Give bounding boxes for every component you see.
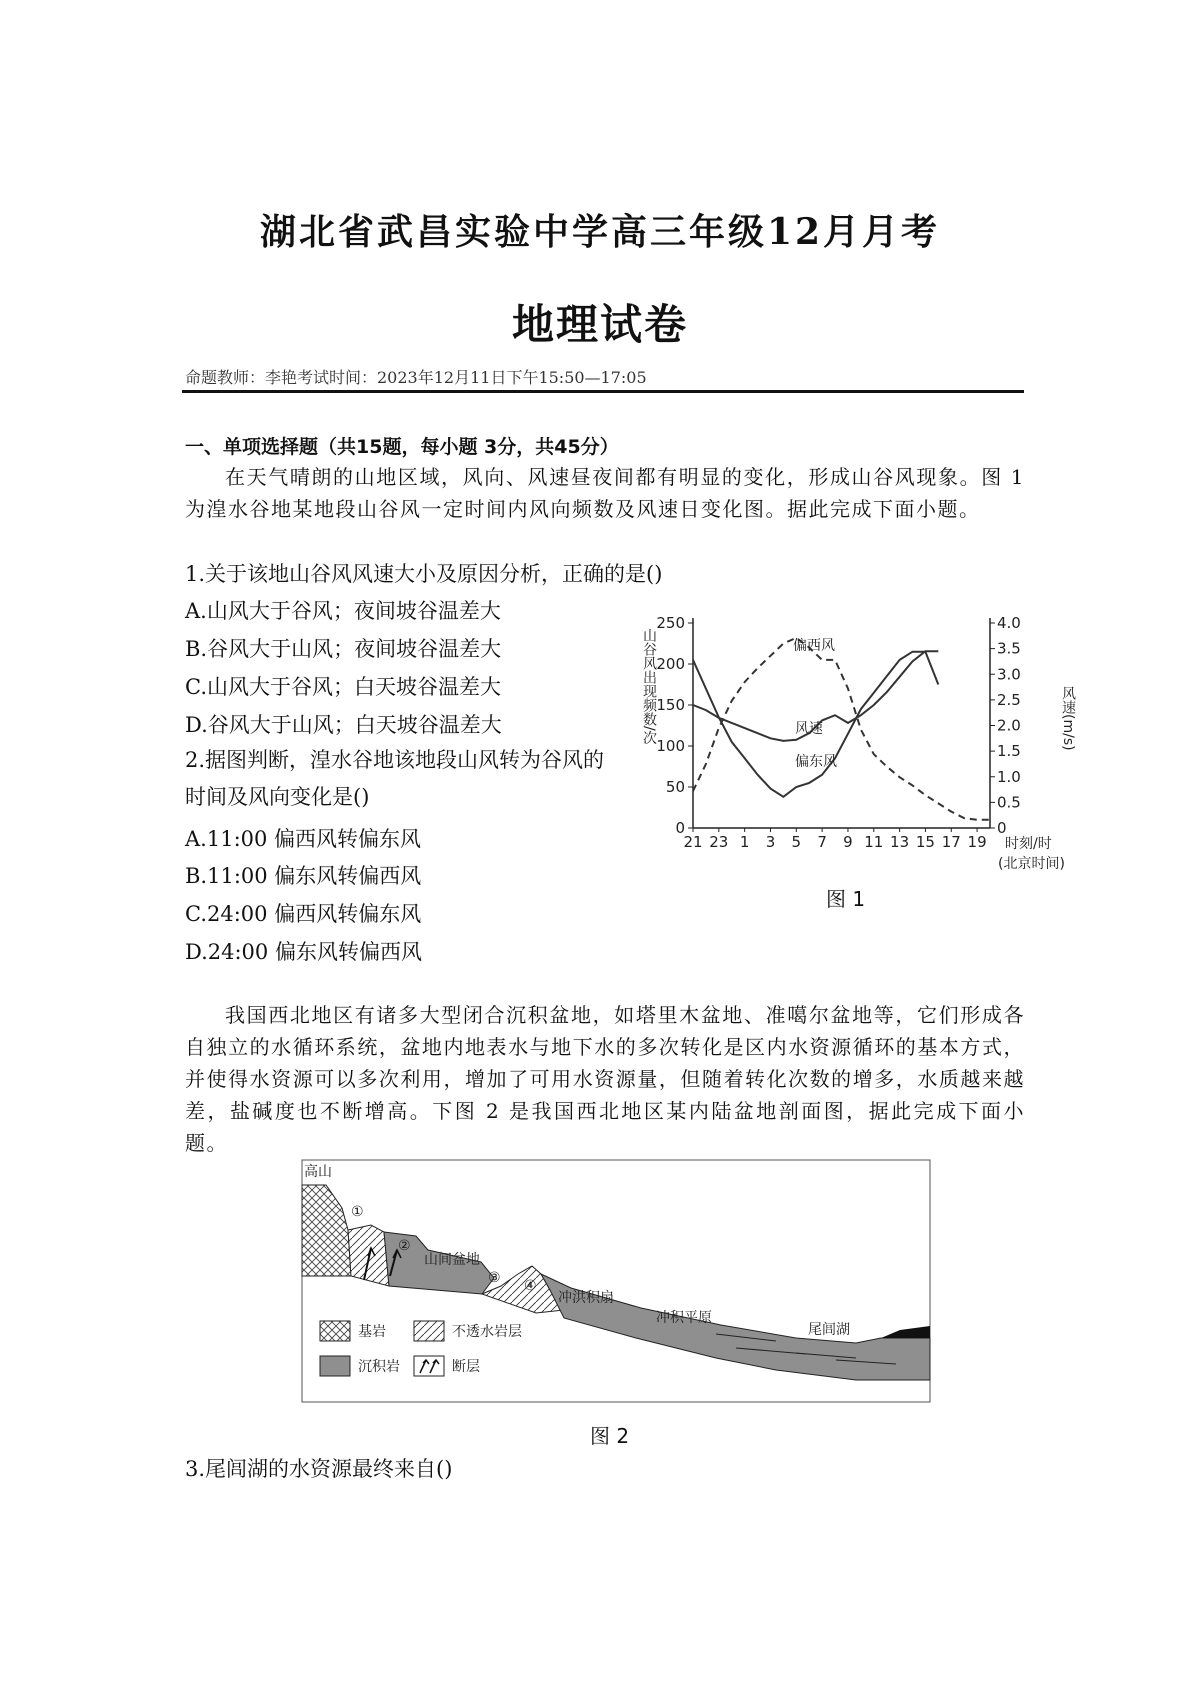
marker-1: ① xyxy=(351,1204,364,1220)
y-left-tick-label: 50 xyxy=(665,778,685,796)
q2-option-a: A.11:00 偏西风转偏东风 xyxy=(185,827,422,851)
y-left-label: 山谷风出现频数/次 xyxy=(641,628,657,745)
legend-label-impermeable: 不透水岩层 xyxy=(452,1324,522,1340)
y-left-tick-label: 150 xyxy=(656,696,685,714)
y-right-label: 风速(m/s) xyxy=(1060,686,1076,751)
question-2-stem: 2.据图判断，湟水谷地该地段山风转为谷风的时间及风向变化是() xyxy=(185,748,605,809)
y-right-tick-label: 0.5 xyxy=(997,793,1021,812)
q2-option-b: B.11:00 偏东风转偏西风 xyxy=(185,864,422,888)
label-wind-speed: 风速 xyxy=(795,721,823,737)
chart-plot xyxy=(656,614,1021,851)
figure-1-caption: 图 1 xyxy=(826,887,866,911)
y-right-tick-label: 3.5 xyxy=(997,639,1021,658)
q1-option-b: B.谷风大于山风；夜间坡谷温差大 xyxy=(185,637,502,661)
x-tick-label: 19 xyxy=(967,833,987,851)
y-right-tick-label: 2.5 xyxy=(997,690,1021,709)
y-right-tick-label: 4.0 xyxy=(997,614,1021,632)
x-tick-label: 1 xyxy=(739,833,750,851)
marker-2: ② xyxy=(398,1238,411,1254)
x-tick-label: 7 xyxy=(817,833,827,851)
label-basin: 山间盆地 xyxy=(424,1252,480,1268)
label-alluvial-plain: 冲积平原 xyxy=(656,1310,712,1326)
legend-swatch-sediment xyxy=(320,1356,350,1376)
passage-1: 在天气晴朗的山地区域，风向、风速昼夜间都有明显的变化，形成山谷风现象。图 1 为湟水谷地某地段山谷风一定时间内风向频数及风速日变化图。据此完成下面小题。 xyxy=(185,465,1025,521)
y-left-tick-label: 250 xyxy=(656,614,685,632)
passage-2: 我国西北地区有诸多大型闭合沉积盆地，如塔里木盆地、准噶尔盆地等，它们形成各自独立的水循环系统，盆地内地表水与地下水的多次转化是区内水资源循环的基本方式，并使得水资源可以多次利用，增加了可用水资源量，但随着转化次数的增多，水质越来越差，盐碱度也不断增高。下图 2 是我国西北地区某内陆盆地剖面图，据此完成下面小题。 xyxy=(185,1003,1025,1155)
marker-4: ④ xyxy=(524,1278,537,1294)
y-right-tick-label: 3.0 xyxy=(997,665,1021,684)
figure-2-caption: 图 2 xyxy=(590,1424,630,1448)
legend-label-bedrock: 基岩 xyxy=(358,1324,386,1340)
label-tail-lake: 尾闾湖 xyxy=(808,1322,850,1338)
legend-swatch-bedrock xyxy=(320,1321,350,1341)
figure-2-profile xyxy=(296,1158,938,1408)
exam-title: 湖北省武昌实验中学高三年级12月月考 xyxy=(259,211,941,253)
tail-lake-water xyxy=(881,1326,930,1338)
x-tick-label: 15 xyxy=(915,833,935,851)
y-right-tick-label: 0 xyxy=(997,819,1007,837)
header-rule xyxy=(182,390,1024,393)
y-right-tick-label: 1.0 xyxy=(997,767,1021,786)
x-axis-label: 时刻/时 xyxy=(1005,836,1052,852)
legend-label-fault: 断层 xyxy=(452,1359,480,1375)
x-tick-label: 3 xyxy=(765,833,776,851)
y-right-tick-label: 2.0 xyxy=(997,716,1021,735)
figure-1-chart xyxy=(635,608,1085,878)
legend-swatch-fault xyxy=(414,1356,444,1376)
label-west-wind: 偏西风 xyxy=(793,638,835,654)
label-alluvial-fan: 冲洪积扇 xyxy=(558,1290,614,1306)
legend-swatch-impermeable xyxy=(414,1321,444,1341)
y-left-tick-label: 200 xyxy=(656,655,685,673)
x-tick-label: 5 xyxy=(791,833,802,851)
question-1-stem: 1.关于该地山谷风风速大小及原因分析，正确的是() xyxy=(185,562,663,586)
y-right-tick-label: 1.5 xyxy=(997,742,1021,761)
x-axis-sublabel: (北京时间) xyxy=(998,856,1065,872)
q1-option-c: C.山风大于谷风；白天坡谷温差大 xyxy=(185,675,501,699)
y-left-tick-label: 100 xyxy=(656,737,685,755)
q2-option-c: C.24:00 偏西风转偏东风 xyxy=(185,902,422,926)
marker-3: ③ xyxy=(488,1270,501,1286)
x-tick-label: 11 xyxy=(864,833,884,851)
subject-title: 地理试卷 xyxy=(511,300,688,349)
question-3-stem: 3.尾闾湖的水资源最终来自() xyxy=(185,1457,453,1481)
x-tick-label: 21 xyxy=(683,833,703,851)
q2-option-d: D.24:00 偏东风转偏西风 xyxy=(185,940,422,964)
q1-option-d: D.谷风大于山风；白天坡谷温差大 xyxy=(185,713,502,737)
series-line-偏西风 xyxy=(693,638,990,820)
exam-meta: 命题教师：李艳考试时间：2023年12月11日下午15:50—17:05 xyxy=(185,368,647,387)
q1-option-a: A.山风大于谷风；夜间坡谷温差大 xyxy=(185,599,501,623)
label-high-mountain: 高山 xyxy=(304,1164,332,1180)
section-heading: 一、单项选择题（共15题，每小题 3分，共45分） xyxy=(185,436,619,458)
label-east-wind: 偏东风 xyxy=(795,754,837,770)
x-tick-label: 13 xyxy=(890,833,910,851)
x-tick-label: 17 xyxy=(941,833,961,851)
x-tick-label: 9 xyxy=(843,833,853,851)
legend-label-sediment: 沉积岩 xyxy=(358,1359,400,1375)
bedrock-mass xyxy=(302,1185,351,1276)
y-left-tick-label: 0 xyxy=(675,819,685,837)
x-tick-label: 23 xyxy=(709,833,729,851)
